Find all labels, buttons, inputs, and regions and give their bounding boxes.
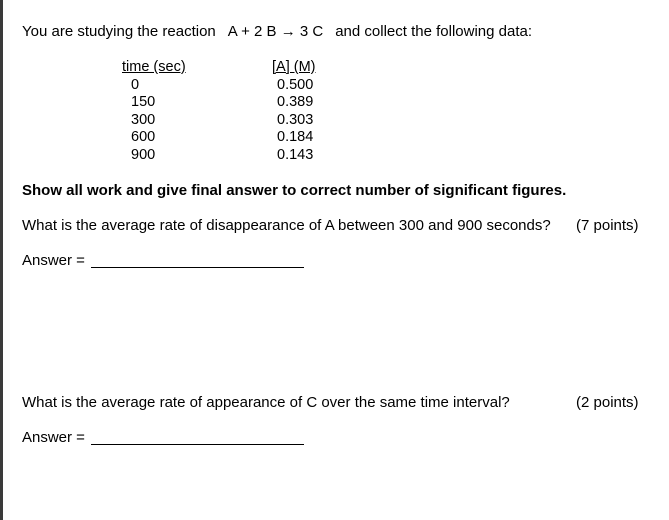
concentration-column: [272, 59, 316, 164]
question-1-points: (7 points): [576, 217, 639, 234]
concentration-header: [A] (M): [272, 59, 316, 75]
concentration-value: 0.500: [277, 76, 314, 93]
reaction-equation: A + 2 B → 3 C: [227, 23, 324, 40]
intro-text-before: You are studying the reaction: [22, 23, 216, 40]
time-column: [122, 59, 186, 164]
time-value: 0: [131, 76, 140, 93]
time-value: 150: [131, 94, 156, 110]
time-value: 300: [131, 111, 156, 128]
concentration-value: 0.143: [277, 146, 314, 163]
instruction-text: Show all work and give final answer to correct number of significant figures.: [22, 182, 567, 199]
concentration-value: 0.389: [277, 94, 314, 110]
page-left-border: [0, 0, 3, 520]
question-1-text: What is the average rate of disappearance of A between 300 and 900 seconds?: [22, 217, 551, 234]
answer-2-blank[interactable]: [91, 444, 304, 445]
question-2-text: What is the average rate of appearance of C over the same time interval?: [22, 394, 510, 411]
answer-1-label: Answer =: [22, 252, 85, 269]
intro-line: [22, 23, 532, 41]
intro-text-after: and collect the following data:: [335, 23, 533, 40]
question-2-points: (2 points): [576, 394, 639, 411]
time-value: 900: [131, 146, 156, 163]
concentration-value: 0.184: [277, 129, 314, 145]
concentration-value: 0.303: [277, 111, 314, 128]
answer-2-label: Answer =: [22, 429, 85, 446]
answer-1-blank[interactable]: [91, 267, 304, 268]
time-header: time (sec): [122, 59, 186, 75]
time-value: 600: [131, 129, 156, 145]
